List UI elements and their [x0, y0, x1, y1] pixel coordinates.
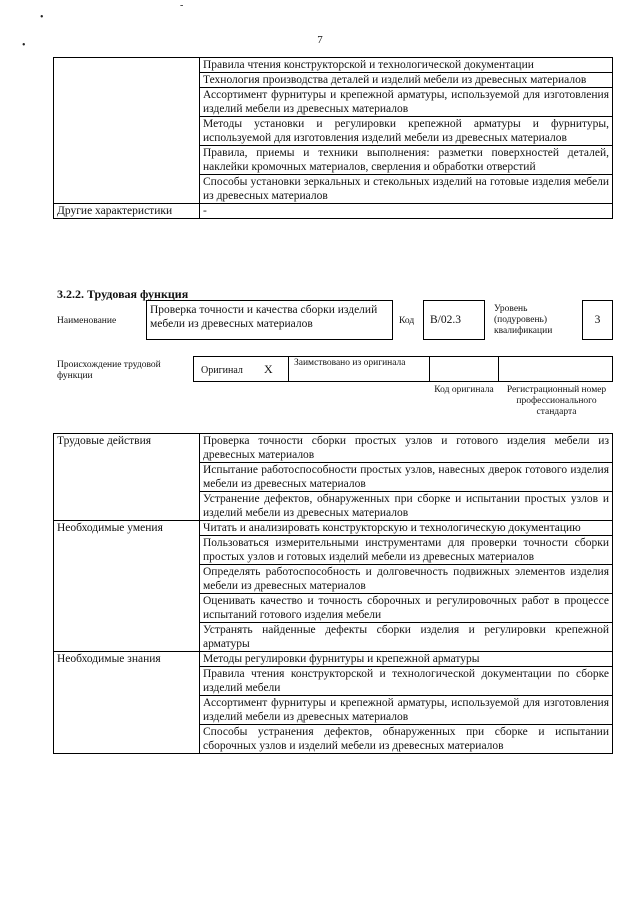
table-cell: Технология производства деталей и изделий мебели из древесных материалов — [200, 73, 613, 88]
table-cell: Оценивать качество и точность сборочных и регулировочных работ в процессе испытаний готового изделия мебели — [200, 594, 613, 623]
scan-mark: • — [40, 12, 44, 23]
table-cell: Способы устранения дефектов, обнаруженных при сборке и испытании сборочных узлов и изделий мебели из древесных материалов — [200, 725, 613, 754]
other-characteristics-label: Другие характеристики — [54, 204, 200, 219]
table-cell: Проверка точности сборки простых узлов и готового изделия мебели из древесных материалов — [200, 434, 613, 463]
level-box: 3 — [582, 300, 613, 340]
table-cell: Способы установки зеркальных и стекольных изделий на готовые изделия мебели из древесных материалов — [200, 175, 613, 204]
table-row — [54, 204, 613, 219]
scan-mark: • — [22, 40, 26, 51]
original-box — [193, 356, 289, 382]
table-cell: Устранять найденные дефекты сборки изделия и регулировки крепежной арматуры — [200, 623, 613, 652]
code-label: Код — [399, 316, 415, 326]
group-label-skills: Необходимые умения — [54, 521, 200, 652]
reg-number-box — [498, 356, 613, 382]
borrowed-box: Заимствовано из оригинала — [288, 356, 430, 382]
original-code-box — [429, 356, 499, 382]
table-cell: Испытание работоспособности простых узлов, навесных дверок готового изделия мебели из древесных материалов — [200, 463, 613, 492]
table-row — [54, 521, 613, 536]
table-cell: Методы регулировки фурнитуры и крепежной арматуры — [200, 652, 613, 667]
table-row — [54, 652, 613, 667]
group-label-actions: Трудовые действия — [54, 434, 200, 521]
table-cell: Правила, приемы и техники выполнения: разметки поверхностей деталей, наклейки кромочных материалов, сверления и обработки отверстий — [200, 146, 613, 175]
original-mark: X — [264, 362, 273, 376]
name-label: Наименование — [57, 316, 117, 326]
table-cell: Определять работоспособность и долговечность подвижных элементов изделия мебели из древесных материалов — [200, 565, 613, 594]
original-label: Оригинал — [201, 365, 243, 376]
code-box: В/02.3 — [423, 300, 485, 340]
knowledge-continuation-table — [53, 57, 613, 219]
scan-mark: - — [180, 0, 184, 11]
code-caption: Код оригинала — [434, 385, 494, 395]
reg-caption: Регистрационный номер профессионального стандарта — [506, 385, 607, 417]
empty-label-cell — [54, 58, 200, 204]
labor-function-table — [53, 433, 613, 754]
table-cell: Пользоваться измерительными инструментами для проверки точности сборки простых узлов и готовых изделий мебели из древесных материалов — [200, 536, 613, 565]
table-cell: Правила чтения конструкторской и технологической документации по сборке изделий мебели — [200, 667, 613, 696]
origin-label: Происхождение трудовой функции — [57, 360, 161, 381]
table-cell: Устранение дефектов, обнаруженных при сборке и испытании простых узлов и изделий мебели из древесных материалов — [200, 492, 613, 521]
table-cell: Читать и анализировать конструкторскую и технологическую документацию — [200, 521, 613, 536]
table-cell: Ассортимент фурнитуры и крепежной арматуры, используемой для изготовления изделий мебели из древесных материалов — [200, 696, 613, 725]
other-characteristics-value: - — [200, 204, 613, 219]
group-label-knowledge: Необходимые знания — [54, 652, 200, 754]
level-label: Уровень (подуровень) квалификации — [494, 304, 553, 336]
table-row — [54, 434, 613, 463]
table-cell: Правила чтения конструкторской и технологической документации — [200, 58, 613, 73]
section-heading: 3.2.2. Трудовая функция — [57, 287, 189, 301]
table-cell: Методы установки и регулировки крепежной арматуры и фурнитуры, используемой для изготовления изделий мебели из древесных материалов — [200, 117, 613, 146]
table-row — [54, 58, 613, 73]
page-number: 7 — [317, 34, 323, 46]
function-name-box: Проверка точности и качества сборки изделий мебели из древесных материалов — [146, 300, 393, 340]
table-cell: Ассортимент фурнитуры и крепежной арматуры, используемой для изготовления изделий мебели из древесных материалов — [200, 88, 613, 117]
